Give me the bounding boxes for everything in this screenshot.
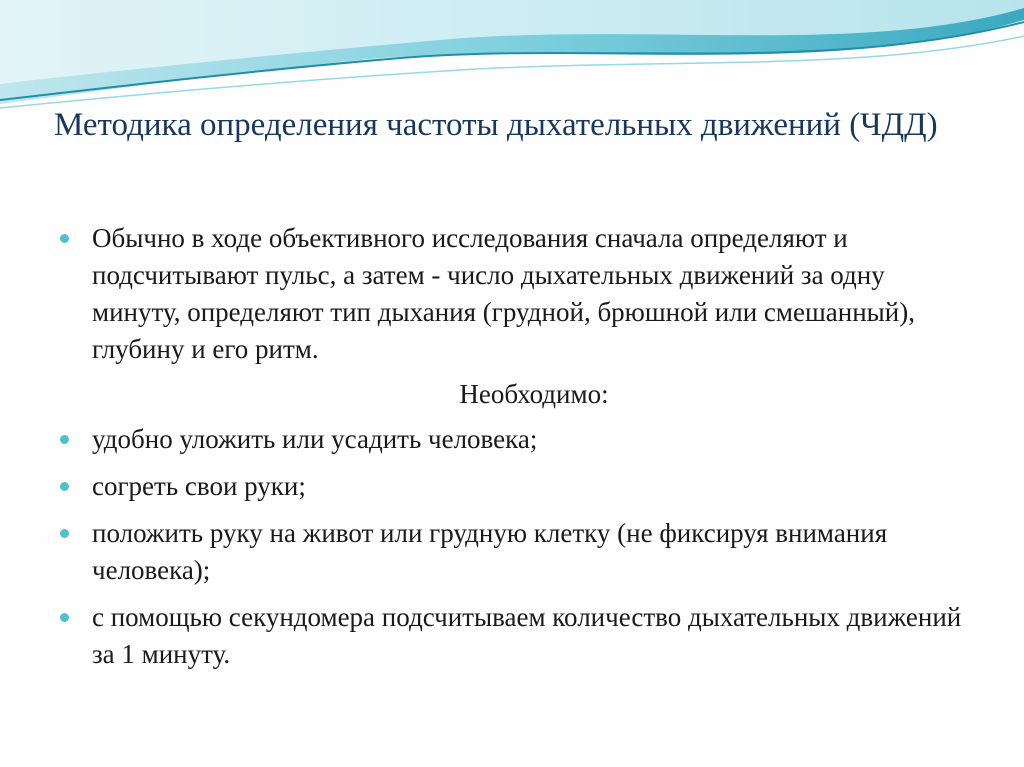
list-item-text: удобно уложить или усадить человека; xyxy=(92,424,538,454)
list-item-text: положить руку на живот или грудную клетку (не фиксируя внимания человека); xyxy=(92,518,888,585)
circle-bullet-icon xyxy=(60,234,69,243)
intro-text: Обычно в ходе объективного исследования сначала определяют и подсчитывают пульс, а затем - число дыхательных движений за одну минуту, определяют тип дыхания (грудной, брюшной или смешанный), глубину и его ритм. xyxy=(92,223,915,364)
necessary-label: Необходимо: xyxy=(459,379,609,409)
circle-bullet-icon xyxy=(60,613,69,622)
circle-bullet-icon xyxy=(60,482,69,491)
list-item xyxy=(56,421,976,458)
circle-bullet-icon xyxy=(60,435,69,444)
list-item xyxy=(56,468,976,505)
list-item xyxy=(56,599,976,673)
wave-decoration xyxy=(0,0,1024,120)
slide-content xyxy=(56,220,976,683)
list-item xyxy=(56,515,976,589)
circle-bullet-icon xyxy=(60,529,69,538)
list-item-text: с помощью секундомера подсчитываем количество дыхательных движений за 1 минуту. xyxy=(92,602,962,669)
list-item-text: согреть свои руки; xyxy=(92,471,306,501)
intro-paragraph xyxy=(56,220,976,368)
slide-title: Методика определения частоты дыхательных движений (ЧДД) xyxy=(54,107,938,143)
